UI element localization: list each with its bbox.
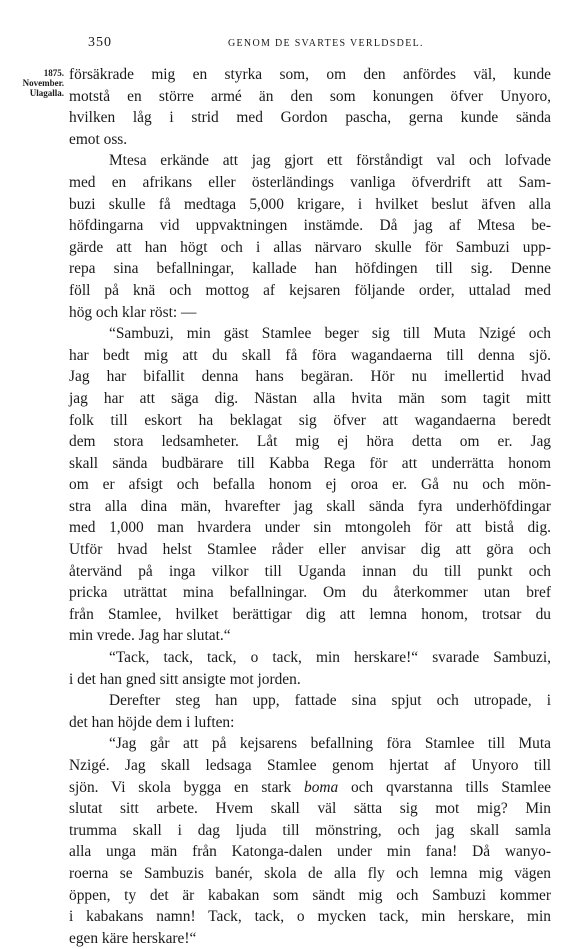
text-line: i kabakans namn! Tack, tack, o mycken tack, min herskare, min bbox=[69, 908, 551, 926]
text-line: folk till eskort ha beklagat sig öfver att wagandaerna beredt bbox=[69, 411, 551, 429]
text-line: föll på knä och mottog af kejsaren följande order, uttalad med bbox=[69, 281, 551, 299]
text-line: dem stora ledsamheter. Låt mig ej höra detta om er. Jag bbox=[69, 433, 551, 451]
text-line: det han höjde dem i luften: bbox=[69, 713, 235, 731]
text-line: jag har att säga dig. Nästan alla hvita män som tagit mitt bbox=[69, 389, 551, 407]
text-line: Nzigé. Jag skall ledsaga Stamlee genom hjertat af Unyoro till bbox=[69, 757, 551, 774]
paragraph bbox=[69, 647, 551, 690]
text-line: hög och klar röst: — bbox=[69, 303, 197, 321]
text-line: Derefter steg han upp, fattade sina spjut och utropade, i bbox=[109, 692, 551, 710]
paragraph bbox=[69, 64, 551, 150]
text-line: från Stamlee, hvilket berättigar dig att lemna honom, trotsar du bbox=[69, 605, 551, 623]
margin-note-month: November. bbox=[22, 78, 64, 88]
italic-word: boma bbox=[304, 778, 339, 796]
body-text bbox=[69, 64, 551, 949]
text-line: “Sambuzi, min gäst Stamlee beger sig till Muta Nzigé och bbox=[109, 325, 551, 343]
text-line: stra alla dina män, hvarefter jag skall sända fyra underhöfdingar bbox=[69, 497, 551, 515]
margin-note-place: Ulagalla. bbox=[29, 88, 64, 98]
text-line: “Jag går att på kejsarens befallning föra Stamlee till Muta bbox=[109, 735, 551, 753]
text-line: hvilken låg i strid med Gordon pascha, gerna kunde sända bbox=[69, 109, 551, 127]
running-head: GENOM DE SVARTES VERLDSDEL. bbox=[228, 38, 424, 49]
text-line: återvänd på inga vilkor till Uganda innan du till punkt och bbox=[69, 562, 551, 580]
page-number: 350 bbox=[88, 35, 112, 50]
text-line: min vrede. Jag har slutat.“ bbox=[69, 627, 231, 645]
text-line: sjön. Vi skola bygga en stark boma och qvarstanna tills Stamlee bbox=[69, 778, 551, 796]
text-line: alla unga män från Katonga-dalen under min fana! Då wanyo- bbox=[69, 843, 551, 861]
paragraph bbox=[69, 690, 551, 733]
text-line: med 1,000 man hvardera under sin mtongoleh för att bistå dig. bbox=[69, 519, 551, 537]
margin-note-year: 1875. bbox=[43, 68, 64, 78]
text-line: om er afsigt och befalla honom ej oroa er. Gå nu och mön- bbox=[69, 476, 551, 494]
paragraph bbox=[69, 323, 551, 647]
text-line: pricka uträttat mina befallningar. Om du återkommer utan bref bbox=[69, 584, 551, 602]
text-line: gärde att han högt och i allas närvaro skulle för Sambuzi upp- bbox=[69, 238, 551, 256]
text-line: Utför hvad helst Stamlee råder eller anvisar dig att göra och bbox=[69, 541, 551, 559]
text-line: buzi skulle få medtaga 5,000 krigare, i hvilket beslut äfven alla bbox=[69, 195, 551, 213]
text-line: i det han gned sitt ansigte mot jorden. bbox=[69, 670, 301, 688]
text-line: Mtesa erkände att jag gjort ett förståndigt val och lofvade bbox=[109, 152, 551, 170]
text-line: egen käre herskare!“ bbox=[69, 929, 197, 947]
text-line: skall sända budbärare till Kabba Rega för att underrätta honom bbox=[69, 454, 551, 472]
text-line: försäkrade mig en styrka som, om den anfördes väl, kunde bbox=[69, 66, 551, 83]
text-line: har bedt mig att du skall få föra wagandaerna till denna sjö. bbox=[69, 346, 551, 364]
paragraph bbox=[69, 733, 551, 949]
margin-note bbox=[2, 68, 64, 98]
text-line: höfdingarna vid uppvaktningen instämde. Då jag af Mtesa be- bbox=[69, 217, 551, 235]
text-line: öppen, ty det är kabakan som sändt mig och Sambuzi kommer bbox=[69, 886, 551, 904]
text-line: roerna se Sambuzis banér, skola de alla fly och lemna mig vägen bbox=[69, 864, 551, 882]
text-line: “Tack, tack, tack, o tack, min herskare!“ svarade Sambuzi, bbox=[109, 649, 551, 667]
paragraph bbox=[69, 150, 551, 323]
text-line: slutat sitt arbete. Hvem skall väl sätta sig mot mig? Min bbox=[69, 800, 551, 818]
text-line: med en afrikans eller österländings vanliga öfverdrift att Sam- bbox=[69, 173, 551, 191]
text-line: emot oss. bbox=[69, 130, 128, 148]
text-line: trumma skall i dag ljuda till mönstring, och jag skall samla bbox=[69, 821, 551, 839]
text-line: Jag har bifallit denna hans begäran. Hör nu imellertid hvad bbox=[69, 368, 551, 386]
text-line: repa sina befallningar, kallade han höfdingen till sig. Denne bbox=[69, 260, 551, 278]
text-line: motstå en större armé än den som konungen öfver Unyoro, bbox=[69, 87, 551, 105]
